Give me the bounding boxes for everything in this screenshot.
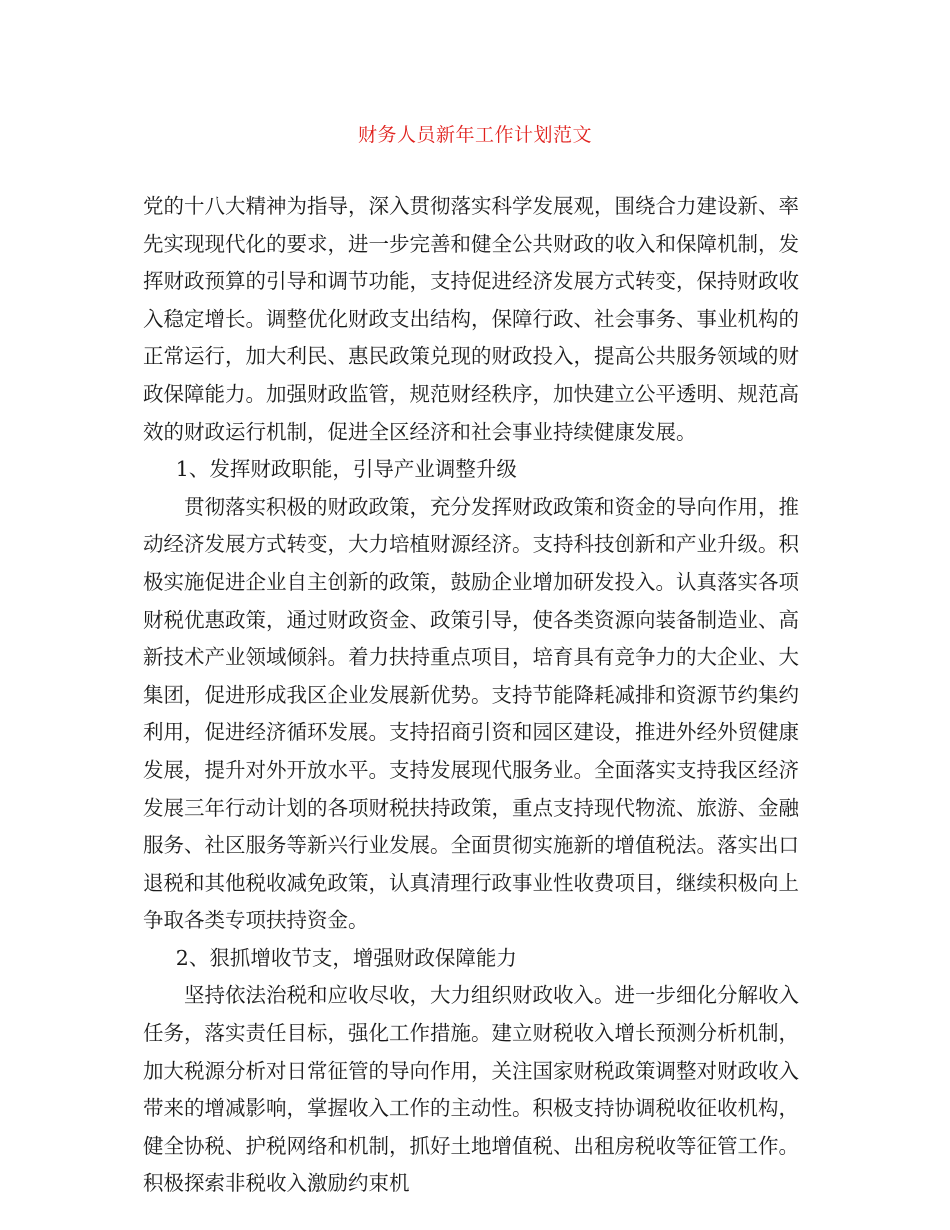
section-paragraph-2: 坚持依法治税和应收尽收，大力组织财政收入。进一步细化分解收入任务，落实责任目标，强化工作措施。建立财税收入增长预测分析机制，加大税源分析对日常征管的导向作用，关注国家财税政策调整对财政收入带来的增减影响，掌握收入工作的主动性。积极支持协调税收征收机构，健全协税、护税网络和机制，抓好土地增值税、出租房税收等征管工作。积极探索非税收入激励约束机 [143,983,799,1196]
document-body [143,188,799,1203]
section-paragraph-1: 贯彻落实积极的财政政策，充分发挥财政政策和资金的导向作用，推动经济发展方式转变，大力培植财源经济。支持科技创新和产业升级。积极实施促进企业自主创新的政策，鼓励企业增加研发投入。认真落实各项财税优惠政策，通过财政资金、政策引导，使各类资源向装备制造业、高新技术产业领域倾斜。着力扶持重点项目，培育具有竞争力的大企业、大集团，促进形成我区企业发展新优势。支持节能降耗减排和资源节约集约利用，促进经济循环发展。支持招商引资和园区建设，推进外经外贸健康发展，提升对外开放水平。支持发展现代服务业。全面落实支持我区经济发展三年行动计划的各项财税扶持政策，重点支持现代物流、旅游、金融服务、社区服务等新兴行业发展。全面贯彻实施新的增值税法。落实出口退税和其他税收减免政策，认真清理行政事业性收费项目，继续积极向上争取各类专项扶持资金。 [143,494,799,933]
section-heading-1: 1、发挥财政职能，引导产业调整升级 [175,457,517,482]
section-heading-2: 2、狠抓增收节支，增强财政保障能力 [175,945,517,970]
document-title: 财务人员新年工作计划范文 [357,124,592,146]
intro-paragraph: 党的十八大精神为指导，深入贯彻落实科学发展观，围绕合力建设新、率先实现现代化的要求，进一步完善和健全公共财政的收入和保障机制，发挥财政预算的引导和调节功能，支持促进经济发展方式转变，保持财政收入稳定增长。调整优化财政支出结构，保障行政、社会事务、事业机构的正常运行，加大利民、惠民政策兑现的财政投入，提高公共服务领域的财政保障能力。加强财政监管，规范财经秩序，加快建立公平透明、规范高效的财政运行机制，促进全区经济和社会事业持续健康发展。 [143,194,799,444]
